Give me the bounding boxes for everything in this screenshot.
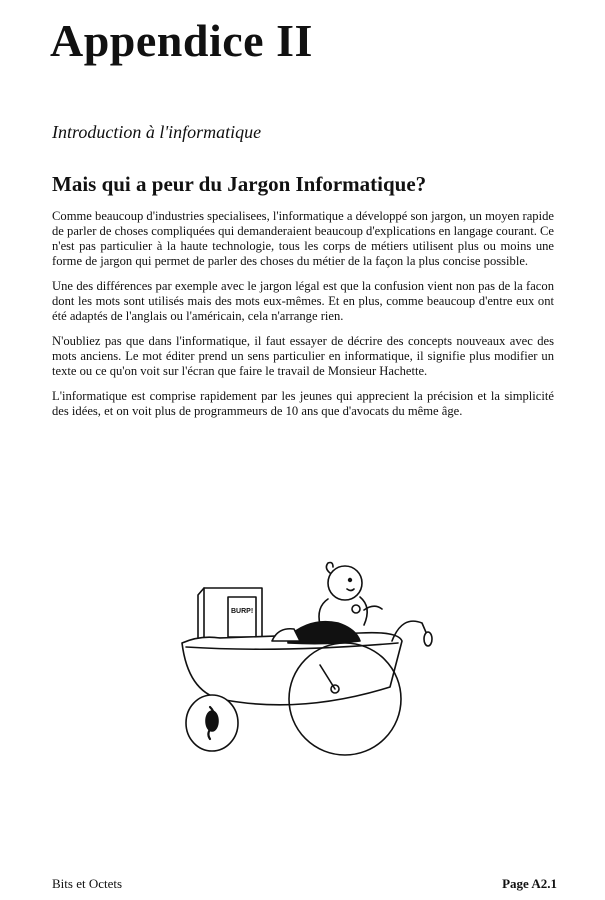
section-heading: Mais qui a peur du Jargon Informatique? <box>52 172 427 196</box>
footer-page-number: Page A2.1 <box>502 876 557 891</box>
baby-in-pram-with-computer-illustration <box>160 555 450 765</box>
back-wheel-hub <box>206 711 218 731</box>
body-text <box>52 209 554 429</box>
paragraph-2: Une des différences par exemple avec le jargon légal est que la confusion vient non pas de la facon dont les mots sont utilisés mais des mots eux-mêmes. Et en plus, comme beaucoup d'entre eux ont été adaptés de l'anglais ou l'américain, cela n'arrange rien. <box>52 279 554 323</box>
footer-book-title: Bits et Octets <box>52 876 123 891</box>
baby-head <box>328 566 362 600</box>
handle-grip <box>424 632 432 646</box>
baby-eye <box>349 579 352 582</box>
pacifier <box>352 605 360 613</box>
paragraph-4: L'informatique est comprise rapidement par les jeunes qui apprecient la précision et la simplicité des idées, et on voit plus de programmeurs de 10 ans que d'avocats du même âge. <box>52 389 554 418</box>
page-subtitle: Introduction à l'informatique <box>52 122 262 142</box>
page-title: Appendice II <box>50 15 313 66</box>
paragraph-3: N'oubliez pas que dans l'informatique, il faut essayer de décrire des concepts nouveaux avec des mots anciens. Le mot éditer prend un sens particulier en informatique, il signifie plus modifier un texte ou ce qu'on voit sur l'écran que faire le travail de Monsieur Hachette. <box>52 334 554 378</box>
monitor-side <box>198 588 204 643</box>
screen-text: BURP! <box>231 608 254 615</box>
monitor-screen <box>228 597 256 637</box>
paragraph-1: Comme beaucoup d'industries specialisees, l'informatique a développé son jargon, un moyen rapide de parler de choses compliquées qui demanderaient beaucoup d'explications en langage courant. Ce n'est pas particulier à la haute technologie, tous les corps de métiers utilisent plus ou moins une forme de jargon qui permet de parler des choses du métier de la façon la plus concise possible. <box>52 209 554 268</box>
